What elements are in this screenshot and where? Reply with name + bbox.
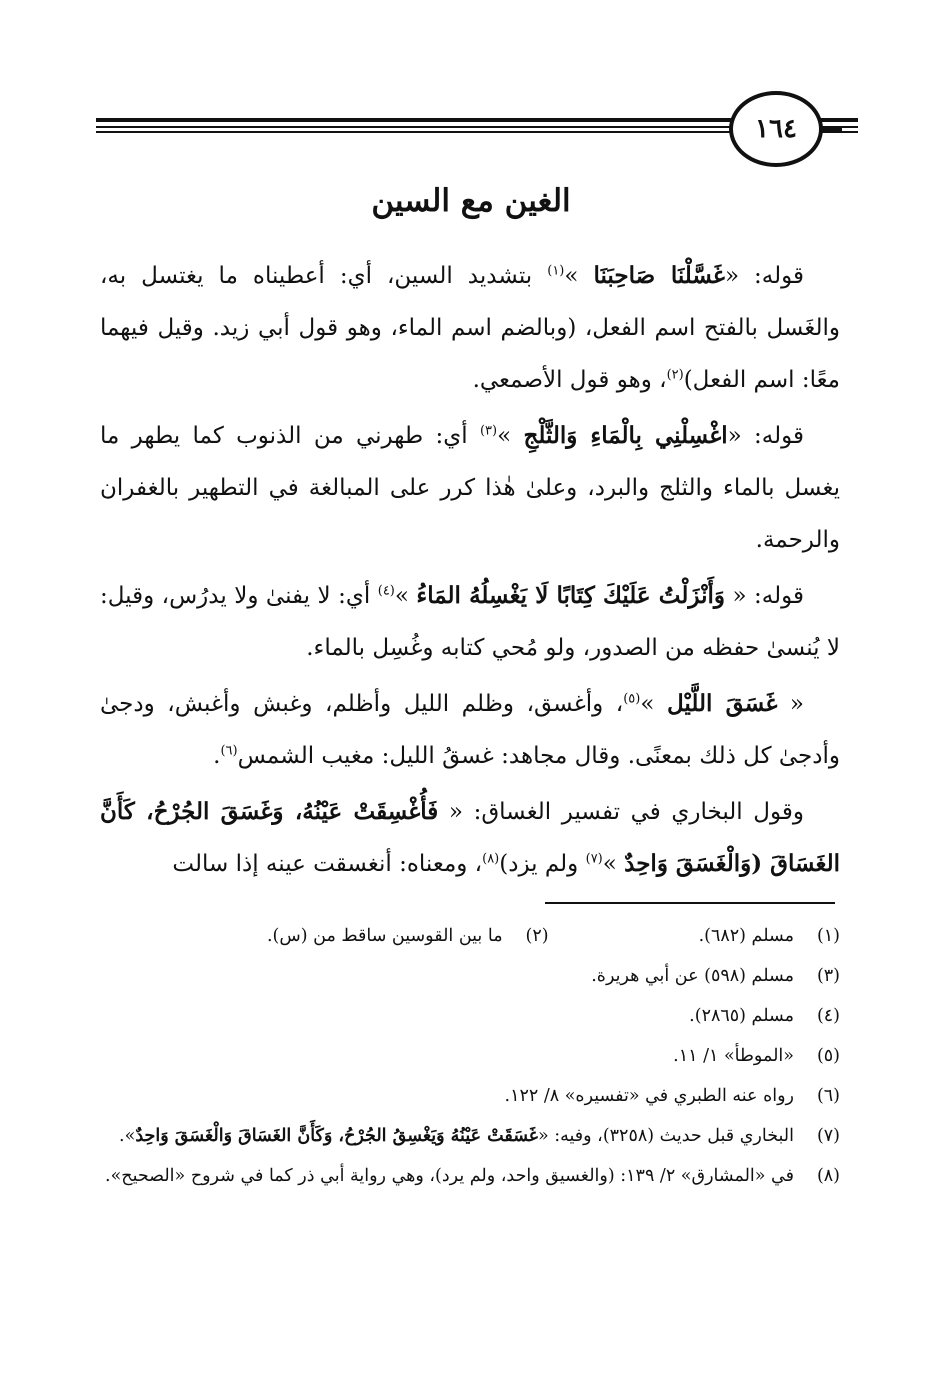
footnote-ref: (١) [547, 263, 565, 279]
footnote-ref: (٢) [666, 367, 684, 383]
footnote-ref: (٧) [585, 851, 603, 867]
paragraph: قوله: «غَسَّلْنَا صَاحِبَنَا »$^{(١)}$ بتشديد السين، أي: أعطيناه ما يغتسل به، والغَسل بالفتح اسم الفعل، (وبالضم اسم الماء، وهو قول أبي زيد. وقيل فيهما معًا: اسم الفعل)$^{(٢)}$، وهو قول الأصمعي. [100, 262, 840, 393]
page-number: ١٦٤ [755, 114, 797, 144]
footnote: (٨)في «المشارق» ٢/ ١٣٩: (والغسيق واحد، ولم يرد)، وهي رواية أبي ذر كما في شروح «الصحيح». [100, 1158, 840, 1194]
hadith-quote: غَسَّلْنَا صَاحِبَنَا [593, 262, 725, 289]
footnote-ref: (٥) [623, 691, 641, 707]
footnotes [100, 918, 840, 1198]
hadith-quote: غَسَقَتْ عَيْنُهُ وَيَغْسِقُ الجُرْحُ، وَكَأَنَّ الغَسَاقَ وَالْغَسَقَ وَاحِدٌ [135, 1126, 538, 1146]
footnote-number: (٧) [816, 1126, 840, 1146]
page-number-badge [729, 91, 823, 167]
footnote-number: (٤) [816, 1006, 840, 1026]
footnote-ref: (٨) [482, 851, 500, 867]
section-title: الغين مع السين [371, 183, 571, 219]
paragraph: وقول البخاري في تفسير الغساق: « فَأُغْسِقَتْ عَيْنُهُ، وَغَسَقَ الجُرْحُ، كَأَنَّ الغَسَاقَ (وَالْغَسَقَ وَاحِدٌ »$^{(٧)}$ ولم يزد)$^{(٨)}$، ومعناه: أنغسقت عينه إذا سالت [100, 798, 840, 877]
footnote: (٥)«الموطأ» ١/ ١١. [100, 1038, 840, 1074]
footnote-number: (٥) [816, 1046, 840, 1066]
footnote-separator [545, 902, 835, 904]
footnote-number: (٨) [816, 1166, 840, 1186]
footnote-number: (٣) [816, 966, 840, 986]
paragraph: « غَسَقَ اللَّيْل »$^{(٥)}$، وأغسق، وظلم الليل وأظلم، وغبش وأغبش، ودجىٰ وأدجىٰ كل ذلك بمعنًى. وقال مجاهد: غسقُ الليل: مغيب الشمس$^{(٦)}$. [100, 690, 840, 769]
main-text [100, 250, 840, 894]
footnote: (١)مسلم (٦٨٢). [699, 918, 840, 954]
footnote-row [100, 918, 840, 958]
footnote-number: (٢) [525, 926, 549, 946]
paragraph: قوله: «اغْسِلْنِي بِالْمَاءِ وَالثَّلْجِ »$^{(٣)}$ أي: طهرني من الذنوب كما يطهر ما يغسل بالماء والثلج والبرد، وعلىٰ هٰذا كرر على المبالغة في التطهير بالغفران والرحمة. [100, 422, 840, 553]
footnote: (٤)مسلم (٢٨٦٥). [100, 998, 840, 1034]
hadith-quote: غَسَقَ اللَّيْل [667, 690, 778, 717]
footnote: (٧)البخاري قبل حديث (٣٢٥٨)، وفيه: «غَسَقَتْ عَيْنُهُ وَيَغْسِقُ الجُرْحُ، وَكَأَنَّ الغَسَاقَ وَالْغَسَقَ وَاحِدٌ». [100, 1118, 840, 1154]
footnote-ref: (٣) [479, 423, 498, 439]
hadith-quote: اغْسِلْنِي بِالْمَاءِ وَالثَّلْجِ [523, 422, 728, 449]
hadith-quote: فَأُغْسِقَتْ عَيْنُهُ، وَغَسَقَ الجُرْحُ، كَأَنَّ الغَسَاقَ (وَالْغَسَقَ وَاحِدٌ [100, 798, 840, 877]
paragraph: قوله: « وَأَنْزَلْتُ عَلَيْكَ كِتَابًا لَا يَغْسِلُهُ المَاءُ »$^{(٤)}$ أي: لا يفنىٰ ولا يدرُس، وقيل: لا يُنسىٰ حفظه من الصدور، ولو مُحي كتابه وغُسِل بالماء. [100, 582, 840, 661]
footnote: (٣)مسلم (٥٩٨) عن أبي هريرة. [100, 958, 840, 994]
footnote-number: (١) [816, 926, 840, 946]
footnote: (٦)رواه عنه الطبري في «تفسيره» ٨/ ١٢٢. [100, 1078, 840, 1114]
footnote-number: (٦) [816, 1086, 840, 1106]
hadith-quote: وَأَنْزَلْتُ عَلَيْكَ كِتَابًا لَا يَغْسِلُهُ المَاءُ [416, 582, 725, 609]
footnote-ref: (٤) [377, 583, 395, 599]
footnote-ref: (٦) [220, 743, 238, 759]
footnote: (٢)ما بين القوسين ساقط من (س). [267, 918, 549, 954]
